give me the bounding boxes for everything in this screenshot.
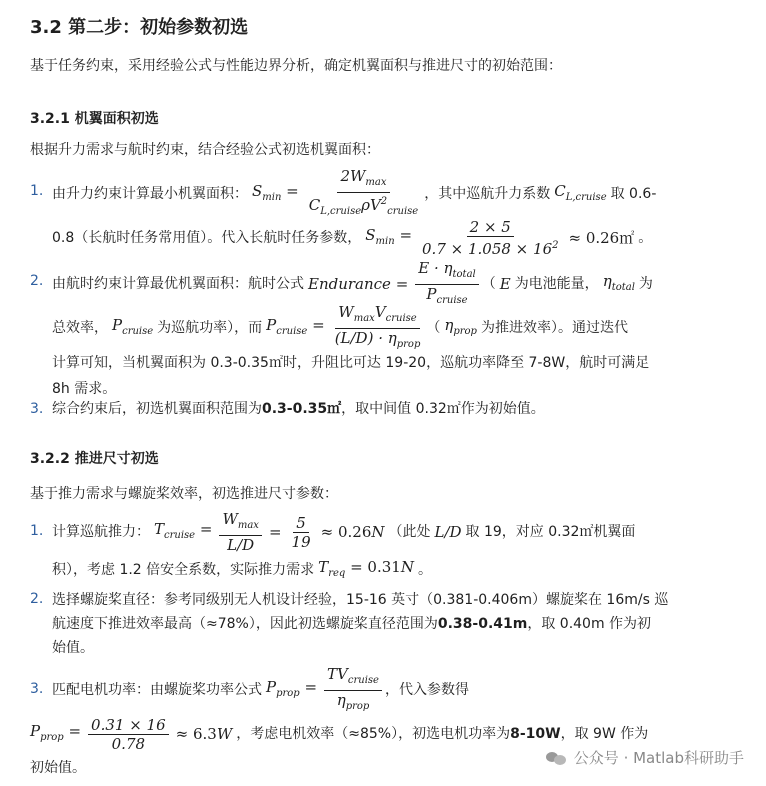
formula-smin: $S_{min}$ = [252,181,299,203]
item-text: 匹配电机功率：由螺旋桨功率公式 [52,682,262,698]
item-text: （ [426,320,441,336]
item-text: 为电池能量， [514,276,599,292]
item-text: 由升力约束计算最小机翼面积： [52,186,248,202]
item-text: 由航时约束计算最优机翼面积：航时公式 [52,276,304,292]
list-number: 1. [30,523,44,539]
section-title: 3.2 第二步：初始参数初选 [30,17,249,38]
item-text: （ [481,276,496,292]
item-text: ，代入参数得 [384,682,469,698]
formula-fraction: $\frac{TV_{cruise}}{\eta_{prop}}$ [324,665,382,716]
formula-p-cruise: $P_{cruise}$ [112,315,154,337]
item-text: 选择螺旋桨直径：参考同级别无人机设计经验，15-16 英寸（0.381-0.406m）螺旋桨在 16m/s 巡 [52,592,669,608]
propulsion-lead-paragraph: 基于推力需求与螺旋桨效率，初选推进尺寸参数： [30,486,338,502]
formula-fraction: $\frac{W_{max}V_{cruise}}{(L/D) \cdot \eta_{prop}}$ [334,302,421,350]
item-text: 。 [638,230,653,246]
formula-fraction: $\frac{2W_{max}}{C_{L,cruise}\rho V^2_{cruise}}$ [308,167,419,217]
item-bold: 0.3-0.35㎡ [262,401,342,417]
item-text: 计算可知，当机翼面积为 0.3-0.35㎡时，升阻比可达 19-20，巡航功率降至 7-8W，航时可满足 [52,355,650,371]
item-text: ，取中间值 0.32㎡作为初始值。 [341,401,545,417]
list-item [30,510,740,586]
formula-fraction: $\frac{2 \times 5}{0.7 \times 1.058 \times 16^2}$ [422,218,559,258]
formula-eta-prop: $\eta_{prop}$ [444,315,477,337]
formula-cl-cruise: $C_{L,cruise}$ [554,181,607,203]
item-text: 取 0.6- [610,186,657,202]
formula-e: E [499,275,511,293]
formula-t-cruise: $T_{cruise}$ = [154,519,213,541]
item-text: ，取 0.40m 作为初 [527,616,652,632]
item-text: 航速度下推进效率最高（≈78%），因此初选螺旋桨直径范围为 [52,616,438,632]
item-text: 为推进效率）。通过迭代 [480,320,628,336]
formula-approx: ≈ 6.3W [175,725,233,743]
formula-approx: ≈ 0.26㎡ [568,229,635,247]
watermark-text: 公众号 · Matlab科研助手 [573,749,744,767]
formula-approx: ≈ 0.26N [320,523,385,541]
item-bold: 0.38-0.41m [437,616,528,632]
item-text: 计算巡航推力： [52,524,150,540]
formula-fraction: $\frac{E \cdot \eta_{total}}{P_{cruise}}$ [415,259,478,310]
formula-fraction: $\frac{0.31 \times 16}{0.78}$ [88,716,169,753]
item-text: ，考虑电机效率（≈85%），初选电机功率为 [236,726,511,742]
item-text: ，取 9W 作为 [560,726,649,742]
item-text: 。 [417,562,432,578]
item-text: 为 [638,276,653,292]
item-text: 取 19，对应 0.32㎡机翼面 [465,524,636,540]
formula-l-d: L/D [434,523,462,541]
list-number: 1. [30,183,44,199]
list-number: 2. [30,273,44,289]
formula-fraction: $\frac{5}{19}$ [291,513,311,551]
item-text: 0.8（长航时任务常用值）。代入长航时任务参数， [52,230,362,246]
list-item [30,588,740,660]
list-number: 3. [30,681,44,697]
item-bold: 8-10W [510,726,561,742]
list-number: 2. [30,591,44,607]
formula-p-prop-value: $P_{prop}$ = [30,721,82,743]
formula-t-req: $T_{req} = 0.31N$ [318,557,414,579]
item-text: 8h 需求。 [52,381,117,397]
item-text: （此处 [388,524,431,540]
wechat-icon [546,750,568,766]
list-item [30,167,740,260]
formula-equals: = [268,523,282,541]
item-text: 初始值。 [30,760,86,776]
list-number: 3. [30,401,44,417]
item-text: ，其中巡航升力系数 [424,186,551,202]
item-text: 总效率， [52,320,108,336]
watermark [546,747,744,768]
intro-paragraph: 基于任务约束，采用经验公式与性能边界分析，确定机翼面积与推进尺寸的初始范围： [30,58,562,74]
item-text: 始值。 [52,640,94,656]
formula-endurance: Endurance = [308,275,409,293]
subsection-heading-wing: 3.2.1 机翼面积初选 [30,111,159,127]
item-text: 为巡航功率），而 [157,320,263,336]
formula-smin-value: $S_{min}$ = [365,225,413,247]
formula-fraction: $\frac{W_{max}}{L/D}$ [219,510,262,554]
list-item [30,258,740,402]
formula-eta-total: $\eta_{total}$ [602,271,635,293]
subsection-heading-propulsion: 3.2.2 推进尺寸初选 [30,451,159,467]
wing-lead-paragraph: 根据升力需求与航时约束，结合经验公式初选机翼面积： [30,142,380,158]
item-text: 综合约束后，初选机翼面积范围为 [52,401,262,417]
formula-p-prop: $P_{prop}$ = [266,677,318,699]
formula-p-cruise-eq: $P_{cruise}$ = [266,315,325,337]
item-text: 积），考虑 1.2 倍安全系数，实际推力需求 [52,562,315,578]
list-item [30,392,740,426]
